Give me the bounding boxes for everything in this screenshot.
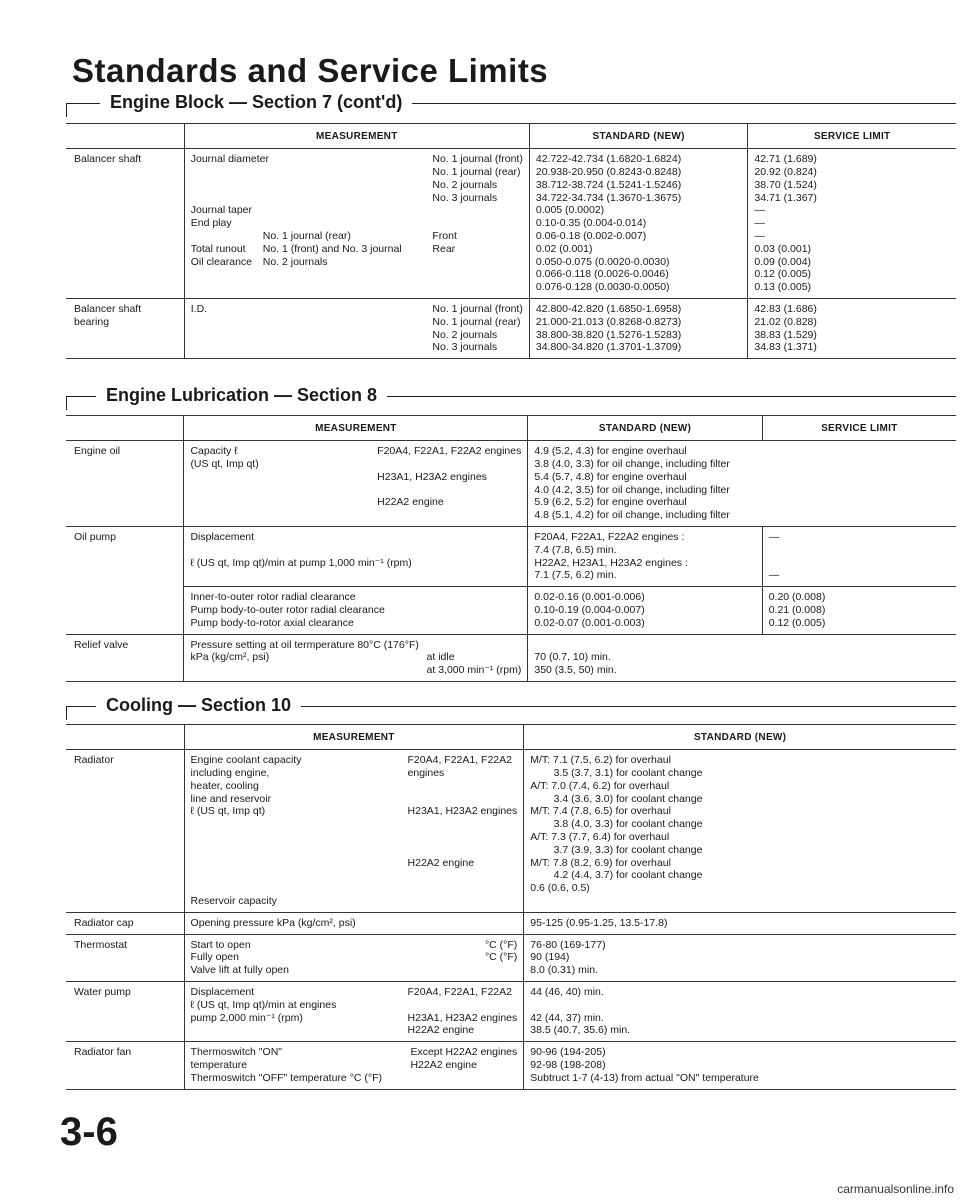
page-number: 3-6 (60, 1110, 118, 1154)
header-measurement: MEASUREMENT (184, 416, 528, 441)
header-measurement: MEASUREMENT (184, 124, 529, 149)
table-row (66, 441, 956, 527)
service-limit-value: 42.83 (1.686) 21.02 (0.828) 38.83 (1.529) 34.83 (1.371) (748, 298, 956, 358)
standard-value: 70 (0.7, 10) min. 350 (3.5, 50) min. (528, 634, 956, 681)
header-measurement: MEASUREMENT (184, 725, 524, 750)
standard-value: 90-96 (194-205) 92-98 (198-208) Subtruct 1-7 (4-13) from actual "ON" temperature (524, 1042, 956, 1089)
measurement-detail: F20A4, F22A1, F22A2 H23A1, H23A2 engines H22A2 engine (407, 985, 518, 1037)
header-blank (66, 725, 184, 750)
measurement-label: Displacement ℓ (US qt, Imp qt)/min at engines pump 2,000 min⁻¹ (rpm) (190, 985, 337, 1024)
table-row (66, 634, 956, 681)
table-row (66, 587, 956, 634)
table-row (66, 1042, 956, 1089)
standard-value: 42.800-42.820 (1.6850-1.6958) 21.000-21.013 (0.8268-0.8273) 38.800-38.820 (1.5276-1.5283) 34.800-34.820 (1.3701-1.3709) (529, 298, 748, 358)
standard-value: F20A4, F22A1, F22A2 engines : 7.4 (7.8, 6.5) min. H22A2, H23A1, H23A2 engines : 7.1 (7.5, 6.2) min. (528, 526, 762, 586)
header-standard: STANDARD (NEW) (528, 416, 762, 441)
measurement-label: Start to open Fully open Valve lift at fully open (190, 938, 289, 977)
header-service: SERVICE LIMIT (762, 416, 956, 441)
table-row (66, 912, 956, 934)
engine-block-table (66, 123, 956, 359)
measurement-cell: Opening pressure kPa (kg/cm², psi) (184, 912, 524, 934)
table-row (66, 750, 956, 913)
measurement-detail: °C (°F) °C (°F) (484, 938, 518, 964)
item-label: Radiator cap (66, 912, 184, 934)
measurement-label: I.D. (190, 302, 208, 315)
service-limit-value: 0.20 (0.008) 0.21 (0.008) 0.12 (0.005) (762, 587, 956, 634)
item-label: Water pump (66, 981, 184, 1041)
measurement-label: Pressure setting at oil termperature 80°C (176°F) kPa (kg/cm², psi) (190, 638, 419, 664)
table-row (66, 149, 956, 299)
section-title-lubrication: Engine Lubrication — Section 8 (96, 385, 387, 406)
measurement-cell (184, 934, 524, 981)
standard-value: 42.722-42.734 (1.6820-1.6824) 20.938-20.950 (0.8243-0.8248) 38.712-38.724 (1.5241-1.5246) 34.722-34.734 (1.3670-1.3675) 0.005 (0.0002) 0.10-0.35 (0.004-0.014) 0.06-0.18 (0.002-0.007) 0.02 (0.001) 0.050-0.075 (0.0020-0.0030) 0.066-0.118 (0.0026-0.0046) 0.076-0.128 (0.0030-0.0050) (529, 149, 748, 299)
item-label: Thermostat (66, 934, 184, 981)
header-blank (66, 124, 184, 149)
item-label: Radiator (66, 750, 184, 913)
header-blank (66, 416, 184, 441)
standard-value: M/T: 7.1 (7.5, 6.2) for overhaul 3.5 (3.7, 3.1) for coolant change A/T: 7.0 (7.4, 6.2) for overhaul 3.4 (3.6, 3.0) for coolant change M/T: 7.4 (7.8, 6.5) for overhaul 3.8 (4.0, 3.3) for coolant change A/T: 7.3 (7.7, 6.4) for overhaul 3.7 (3.9, 3.3) for coolant change M/T: 7.8 (8.2, 6.9) for overhaul 4.2 (4.4, 3.7) for coolant change 0.6 (0.6, 0.5) (524, 750, 956, 913)
measurement-label: Journal diameter Journal taper End play Total runout Oil clearance (190, 153, 269, 268)
section-frame (66, 103, 67, 117)
measurement-cell (184, 149, 529, 299)
measurement-detail: at idle at 3,000 min⁻¹ (rpm) (426, 651, 522, 677)
measurement-detail: No. 1 journal (front) No. 1 journal (rear) No. 2 journals No. 3 journals (432, 302, 523, 354)
measurement-detail: F20A4, F22A1, F22A2 engines H23A1, H23A2 engines H22A2 engine (377, 445, 522, 509)
oil-clearance-detail: No. 1 journal (rear) No. 1 (front) and No. 3 journal No. 2 journals (262, 230, 402, 268)
watermark: carmanualsonline.info (837, 1182, 954, 1196)
table-row (66, 298, 956, 358)
measurement-cell: Displacement ℓ (US qt, Imp qt)/min at pump 1,000 min⁻¹ (rpm) (184, 526, 528, 586)
measurement-cell (184, 298, 529, 358)
item-label: Radiator fan (66, 1042, 184, 1089)
measurement-detail: F20A4, F22A1, F22A2 engines H23A1, H23A2 engines H22A2 engine (407, 754, 518, 869)
header-service: SERVICE LIMIT (748, 124, 956, 149)
measurement-label: Engine coolant capacity including engine, heater, cooling line and reservoir ℓ (US qt, Imp qt) Reservoir capacity (190, 754, 302, 907)
table-row (66, 526, 956, 586)
section-title-engine-block: Engine Block — Section 7 (cont'd) (100, 92, 412, 113)
item-label: Relief valve (66, 634, 184, 681)
table-row (66, 981, 956, 1041)
section-frame (66, 706, 67, 720)
header-standard: STANDARD (NEW) (529, 124, 748, 149)
item-label: Oil pump (66, 526, 184, 634)
standard-value: 4.9 (5.2, 4.3) for engine overhaul 3.8 (4.0, 3.3) for oil change, including filter 5.4 (5.7, 4.8) for engine overhaul 4.0 (4.2, 3.5) for oil change, including filter 5.9 (6.2, 5.2) for engine overhaul 4.8 (5.1, 4.2) for oil change, including filter (528, 441, 956, 527)
measurement-cell (184, 441, 528, 527)
measurement-detail: Except H22A2 engines H22A2 engine (410, 1046, 518, 1071)
page-title: Standards and Service Limits (72, 52, 549, 89)
measurement-label: Thermoswitch "ON" temperature Thermoswitch "OFF" temperature °C (°F) (190, 1046, 382, 1084)
service-limit-value: — — (762, 526, 956, 586)
lubrication-table (66, 415, 956, 682)
measurement-cell: Inner-to-outer rotor radial clearance Pump body-to-outer rotor radial clearance Pump body-to-rotor axial clearance (184, 587, 528, 634)
standard-value: 76-80 (169-177) 90 (194) 8.0 (0.31) min. (524, 934, 956, 981)
measurement-cell (184, 750, 524, 913)
header-standard: STANDARD (NEW) (524, 725, 956, 750)
item-label: Balancer shaft bearing (66, 298, 184, 358)
table-row (66, 934, 956, 981)
service-limit-value: 42.71 (1.689) 20.92 (0.824) 38.70 (1.524) 34.71 (1.367) — — — 0.03 (0.001) 0.09 (0.004) 0.12 (0.005) 0.13 (0.005) (748, 149, 956, 299)
section-frame (66, 396, 67, 410)
section-title-cooling: Cooling — Section 10 (96, 695, 301, 716)
cooling-table (66, 724, 956, 1090)
measurement-cell (184, 1042, 524, 1089)
standard-value: 44 (46, 40) min. 42 (44, 37) min. 38.5 (40.7, 35.6) min. (524, 981, 956, 1041)
measurement-label: Capacity ℓ (US qt, Imp qt) (190, 445, 259, 470)
item-label: Balancer shaft (66, 149, 184, 299)
measurement-detail: No. 1 journal (front) No. 1 journal (rear) No. 2 journals No. 3 journals Front Rear (432, 153, 523, 255)
measurement-cell (184, 981, 524, 1041)
standard-value: 95-125 (0.95-1.25, 13.5-17.8) (524, 912, 956, 934)
standard-value: 0.02-0.16 (0.001-0.006) 0.10-0.19 (0.004-0.007) 0.02-0.07 (0.001-0.003) (528, 587, 762, 634)
measurement-cell (184, 634, 528, 681)
item-label: Engine oil (66, 441, 184, 527)
